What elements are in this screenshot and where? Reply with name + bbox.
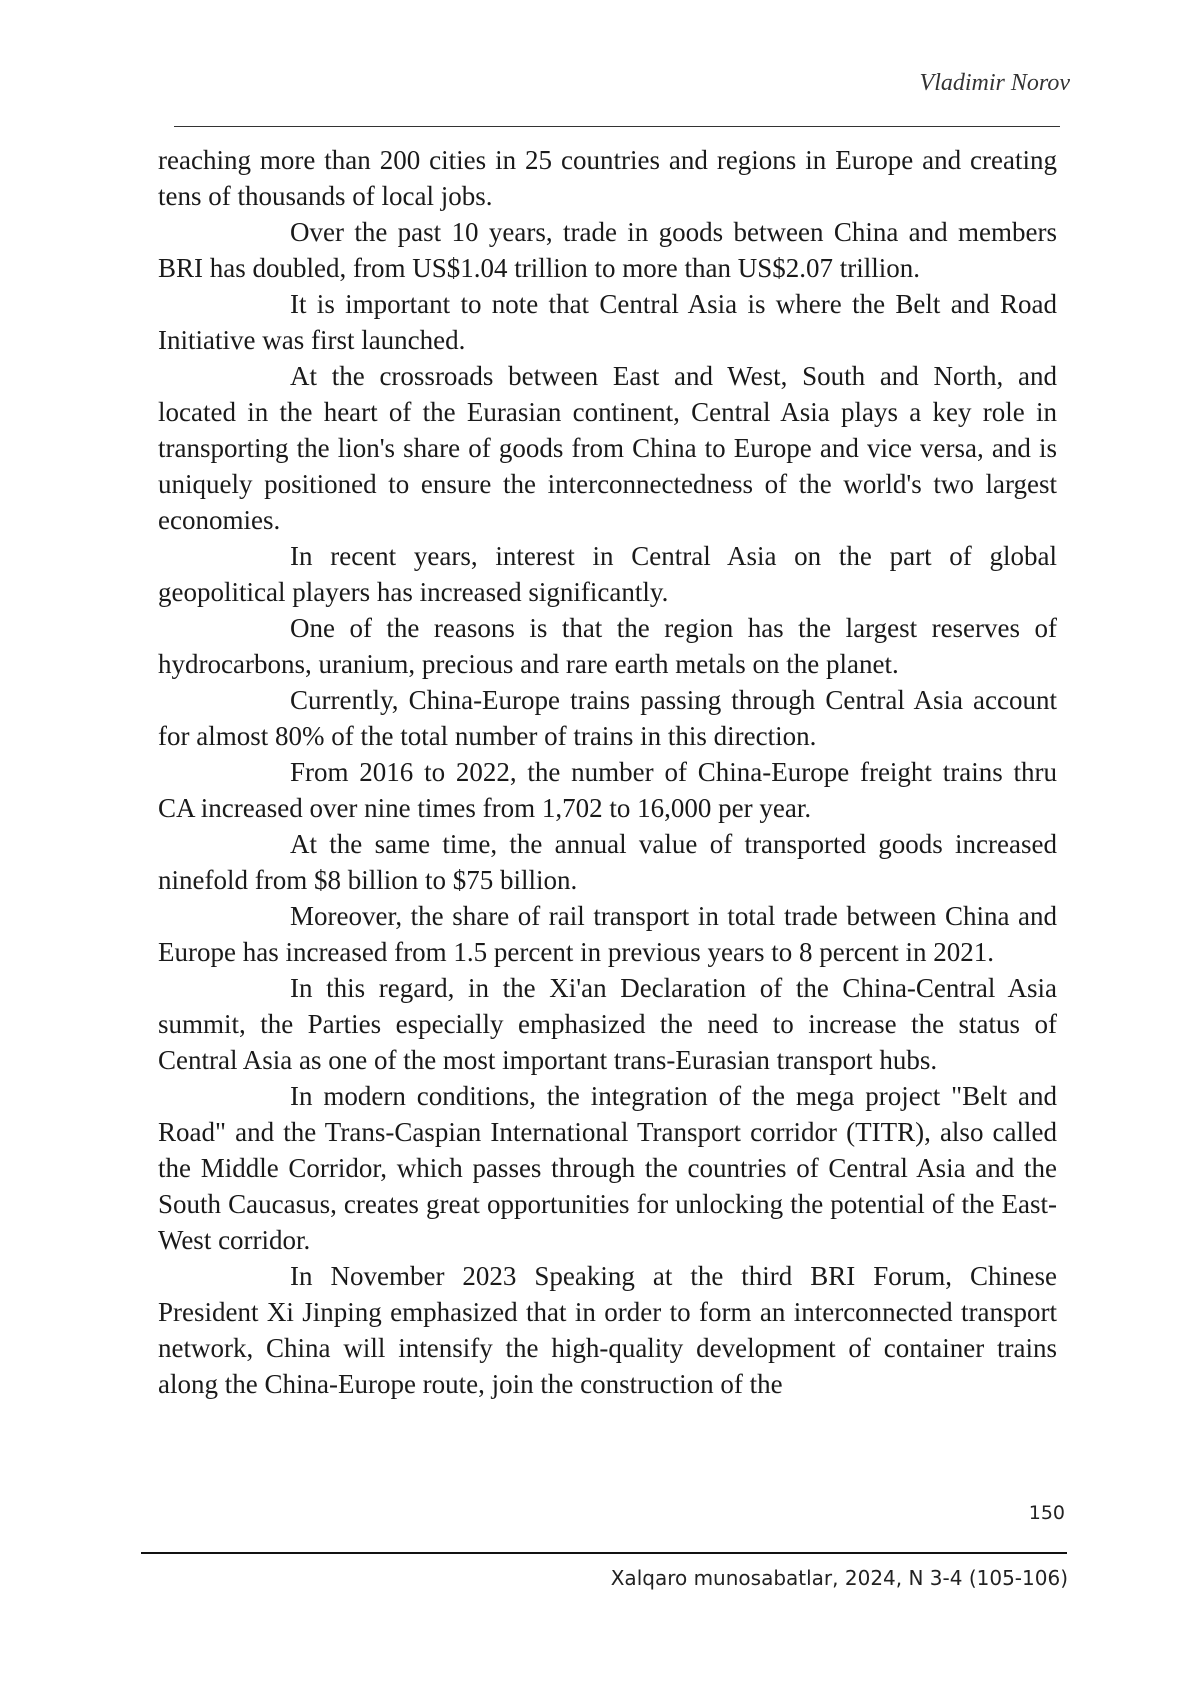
paragraph: At the same time, the annual value of transported goods increased ninefold from $8 billion to $75 billion. [158, 829, 1057, 895]
paragraph: In this regard, in the Xi'an Declaration of the China-Central Asia summit, the Parties especially emphasized the need to increase the status of Central Asia as one of the most important trans-Eurasian transport hubs. [158, 973, 1057, 1075]
page-number: 150 [1028, 1502, 1065, 1524]
paragraph: Over the past 10 years, trade in goods between China and members BRI has doubled, from US$1.04 trillion to more than US$2.07 trillion. [158, 217, 1057, 283]
paragraph: From 2016 to 2022, the number of China-Europe freight trains thru CA increased over nine times from 1,702 to 16,000 per year. [158, 757, 1057, 823]
article-body [158, 142, 1057, 1402]
paragraph: In recent years, interest in Central Asia on the part of global geopolitical players has increased significantly. [158, 541, 1057, 607]
paragraph: One of the reasons is that the region has the largest reserves of hydrocarbons, uranium, precious and rare earth metals on the planet. [158, 613, 1057, 679]
paragraph: It is important to note that Central Asia is where the Belt and Road Initiative was first launched. [158, 289, 1057, 355]
paragraph: Currently, China-Europe trains passing through Central Asia account for almost 80% of the total number of trains in this direction. [158, 685, 1057, 751]
running-header-author: Vladimir Norov [919, 70, 1070, 96]
paragraph: At the crossroads between East and West, South and North, and located in the heart of the Eurasian continent, Central Asia plays a key role in transporting the lion's share of goods from China to Europe and vice versa, and is uniquely positioned to ensure the interconnectedness of the world's two largest economies. [158, 361, 1057, 535]
footer-divider [141, 1552, 1067, 1554]
paragraph: In modern conditions, the integration of the mega project "Belt and Road" and the Trans-Caspian International Transport corridor (TITR), also called the Middle Corridor, which passes through the countries of Central Asia and the South Caucasus, creates great opportunities for unlocking the potential of the East-West corridor. [158, 1081, 1057, 1255]
paragraph: Moreover, the share of rail transport in total trade between China and Europe has increased from 1.5 percent in previous years to 8 percent in 2021. [158, 901, 1057, 967]
paragraph-continuation: reaching more than 200 cities in 25 countries and regions in Europe and creating tens of thousands of local jobs. [158, 145, 1057, 211]
paragraph: In November 2023 Speaking at the third BRI Forum, Chinese President Xi Jinping emphasized that in order to form an interconnected transport network, China will intensify the high-quality development of container trains along the China-Europe route, join the construction of the [158, 1261, 1057, 1399]
journal-citation: Xalqaro munosabatlar, 2024, N 3-4 (105-106) [610, 1566, 1068, 1590]
header-divider [174, 126, 1060, 127]
